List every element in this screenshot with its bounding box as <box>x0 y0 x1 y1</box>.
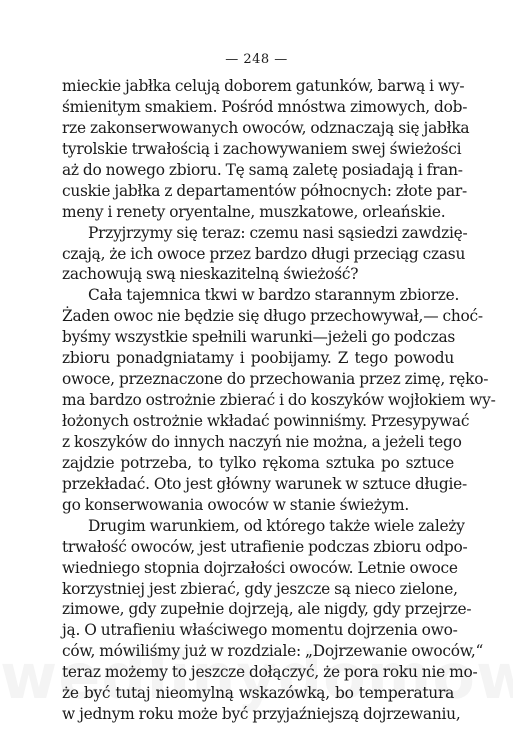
text-line: aż do nowego zbioru. Tę samą zaletę posiadają i fran- <box>62 160 463 179</box>
text-line: cuskie jabłka z departamentów północnych: złote par- <box>62 181 467 200</box>
text-line: że być tutaj nieomylną wskazówką, bo temperatura <box>62 684 454 703</box>
text-line: trwałość owoców, jest utrafienie podczas zbioru odpo- <box>62 537 468 556</box>
text-line: Żaden owoc nie będzie się długo przechowywał,— choć- <box>62 307 483 326</box>
text-line: z koszyków do innych naczyń nie można, a jeżeli tego <box>62 432 462 451</box>
text-line: ców, mówiliśmy już w rozdziale: „Dojrzewanie owoców,“ <box>62 642 484 661</box>
text-line: Cała tajemnica tkwi w bardzo starannym zbiorze. <box>88 286 460 305</box>
text-line: byśmy wszystkie spełnili warunki—jeżeli go podczas <box>62 328 456 347</box>
text-line: owoce, przeznaczone do przechowania przez zimę, ręko- <box>62 370 489 389</box>
text-line: ją. O utrafieniu właściwego momentu dojrzenia owo- <box>62 621 458 640</box>
text-line: go konserwowania owoców w stanie świeżym. <box>62 495 410 514</box>
text-line: teraz możemy to jeszcze dołączyć, że pora roku nie mo- <box>62 663 478 682</box>
text-line: Przyjrzymy się teraz: czemu nasi sąsiedzi zawdzię- <box>88 223 468 242</box>
text-line: tyrolskie trwałością i zachowywaniem swej świeżości <box>62 139 462 158</box>
text-line: zachowują swą nieskazitelną świeżość? <box>62 265 359 284</box>
text-line: ma bardzo ostrożnie zbierać i do koszyków wojłokiem wy- <box>62 391 496 410</box>
page-number: — 248 — <box>225 52 288 67</box>
text-line: śmienitym smakiem. Pośród mnóstwa zimowych, dob- <box>62 97 468 116</box>
text-line: meny i renety oryentalne, muszkatowe, orleańskie. <box>62 202 446 221</box>
text-line: mieckie jabłka celują doborem gatunków, barwą i wy- <box>62 77 465 95</box>
paragraph <box>62 76 470 223</box>
paragraph <box>62 223 468 286</box>
text-line: rze zakonserwowanych owoców, odznaczają się jabłka <box>62 118 470 137</box>
text-line: przekładać. Oto jest główny warunek w sztuce długie- <box>62 474 467 493</box>
text-line: wiedniego stopnia dojrzałości owoców. Letnie owoce <box>62 558 458 577</box>
paragraph <box>62 285 496 515</box>
text-line: zajdzie potrzeba, to tylko rękoma sztuka po sztuce <box>62 453 454 472</box>
text-line: Drugim warunkiem, od którego także wiele zależy <box>88 516 465 535</box>
text-line: w jednym roku może być przyjaźniejszą dojrzewaniu, <box>62 705 461 724</box>
text-line: zimowe, gdy zupełnie dojrzeją, ale nigdy, gdy przejrze- <box>62 600 472 619</box>
text-line: czają, że ich owoce przez bardzo długi przeciąg czasu <box>62 244 466 263</box>
text-line: łożonych ostrożnie wkładać powinniśmy. Przesypywać <box>62 412 470 430</box>
text-line: korzystniej jest zbierać, gdy jeszcze są nieco zielone, <box>62 579 458 598</box>
paragraph <box>62 516 484 725</box>
text-line: zbioru ponadgniatamy i poobijamy. Z tego powodu <box>62 349 454 368</box>
text-body <box>62 76 496 725</box>
